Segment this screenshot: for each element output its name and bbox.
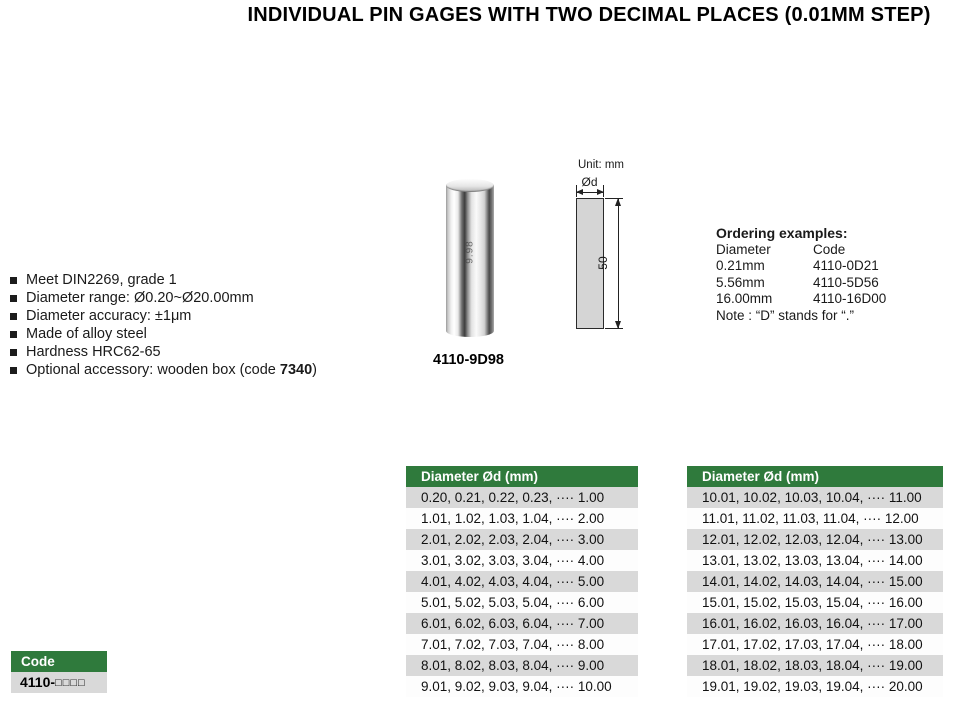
code-prefix: 4110- bbox=[20, 674, 56, 690]
feature-item bbox=[8, 325, 317, 343]
bullet-square-icon bbox=[10, 331, 17, 338]
ordering-row bbox=[716, 291, 886, 308]
feature-item bbox=[8, 361, 317, 379]
ordering-diameter: 5.56mm bbox=[716, 274, 765, 290]
model-number-label: 4110-9D98 bbox=[433, 352, 504, 368]
table-row: 4.01, 4.02, 4.03, 4.04, ···· 5.00 bbox=[406, 571, 638, 592]
ordering-code: 4110-0D21 bbox=[813, 258, 879, 273]
dim-arrow-right-icon bbox=[597, 189, 604, 195]
bullet-square-icon bbox=[10, 295, 17, 302]
length-dim-label: 50 bbox=[596, 256, 610, 270]
feature-item bbox=[8, 343, 317, 361]
diameter-dim-label: Ød bbox=[581, 175, 598, 189]
ordering-code: 4110-5D56 bbox=[813, 274, 879, 290]
ordering-note: Note : “D” stands for “.” bbox=[716, 307, 855, 323]
code-box bbox=[11, 651, 107, 693]
feature-text: Made of alloy steel bbox=[26, 326, 147, 342]
table-header: Diameter Ød (mm) bbox=[406, 466, 638, 487]
feature-text: Hardness HRC62-65 bbox=[26, 344, 161, 360]
feature-text: Meet DIN2269, grade 1 bbox=[26, 272, 177, 288]
table-row: 7.01, 7.02, 7.03, 7.04, ···· 8.00 bbox=[406, 634, 638, 655]
feature-text: Optional accessory: wooden box (code 7340) bbox=[26, 362, 318, 378]
diameter-table-1 bbox=[406, 466, 638, 697]
table-row: 17.01, 17.02, 17.03, 17.04, ···· 18.00 bbox=[687, 634, 943, 655]
table-row: 12.01, 12.02, 12.03, 12.04, ···· 13.00 bbox=[687, 529, 943, 550]
bullet-square-icon bbox=[10, 367, 17, 374]
bullet-square-icon bbox=[10, 349, 17, 356]
ordering-col-header-code: Code bbox=[813, 241, 846, 257]
table-row: 19.01, 19.02, 19.03, 19.04, ···· 20.00 bbox=[687, 676, 943, 697]
table-row: 10.01, 10.02, 10.03, 10.04, ···· 11.00 bbox=[687, 487, 943, 508]
table-row: 8.01, 8.02, 8.03, 8.04, ···· 9.00 bbox=[406, 655, 638, 676]
length-dim-line bbox=[618, 199, 619, 329]
diameter-table-2 bbox=[687, 466, 943, 697]
pin-body bbox=[446, 185, 494, 337]
code-box-header: Code bbox=[11, 651, 107, 672]
accessory-code: 7340 bbox=[279, 362, 313, 378]
code-placeholder-boxes: □□□□ bbox=[55, 677, 86, 689]
table-row: 11.01, 11.02, 11.03, 11.04, ···· 12.00 bbox=[687, 508, 943, 529]
table-row: 3.01, 3.02, 3.03, 3.04, ···· 4.00 bbox=[406, 550, 638, 571]
table-row: 18.01, 18.02, 18.03, 18.04, ···· 19.00 bbox=[687, 655, 943, 676]
ordering-heading: Ordering examples: bbox=[716, 225, 848, 241]
ordering-examples bbox=[716, 225, 886, 324]
page-title: INDIVIDUAL PIN GAGES WITH TWO DECIMAL PLACES (0.01MM STEP) bbox=[247, 4, 931, 26]
bullet-square-icon bbox=[10, 277, 17, 284]
table-row: 15.01, 15.02, 15.03, 15.04, ···· 16.00 bbox=[687, 592, 943, 613]
table-row: 14.01, 14.02, 14.03, 14.04, ···· 15.00 bbox=[687, 571, 943, 592]
table-row: 1.01, 1.02, 1.03, 1.04, ···· 2.00 bbox=[406, 508, 638, 529]
pin-cap bbox=[446, 179, 494, 192]
table-header: Diameter Ød (mm) bbox=[687, 466, 943, 487]
table-row: 13.01, 13.02, 13.03, 13.04, ···· 14.00 bbox=[687, 550, 943, 571]
ordering-diameter: 16.00mm bbox=[716, 291, 773, 306]
table-row: 2.01, 2.02, 2.03, 2.04, ···· 3.00 bbox=[406, 529, 638, 550]
table-row: 16.01, 16.02, 16.03, 16.04, ···· 17.00 bbox=[687, 613, 943, 634]
table-row: 5.01, 5.02, 5.03, 5.04, ···· 6.00 bbox=[406, 592, 638, 613]
features-list bbox=[8, 271, 317, 379]
ordering-header-row bbox=[716, 242, 886, 259]
ordering-code: 4110-16D00 bbox=[813, 291, 887, 306]
feature-text: Diameter range: Ø0.20~Ø20.00mm bbox=[26, 290, 254, 306]
dim-arrow-up-icon bbox=[615, 198, 621, 206]
unit-label: Unit: mm bbox=[578, 159, 624, 171]
feature-item bbox=[8, 289, 317, 307]
dim-arrow-left-icon bbox=[576, 189, 583, 195]
ordering-row bbox=[716, 275, 886, 292]
pin-marking: 9.98 bbox=[464, 240, 476, 264]
feature-item bbox=[8, 271, 317, 289]
ordering-row bbox=[716, 258, 886, 275]
ordering-col-header-diameter: Diameter bbox=[716, 241, 771, 257]
table-row: 6.01, 6.02, 6.03, 6.04, ···· 7.00 bbox=[406, 613, 638, 634]
dim-arrow-down-icon bbox=[615, 321, 621, 329]
bullet-square-icon bbox=[10, 313, 17, 320]
table-row: 0.20, 0.21, 0.22, 0.23, ···· 1.00 bbox=[406, 487, 638, 508]
pin-gage-photo bbox=[446, 179, 494, 337]
table-row: 9.01, 9.02, 9.03, 9.04, ···· 10.00 bbox=[406, 676, 638, 697]
code-box-value bbox=[11, 672, 107, 693]
feature-text: Diameter accuracy: ±1μm bbox=[26, 308, 192, 324]
ordering-diameter: 0.21mm bbox=[716, 258, 765, 273]
feature-item bbox=[8, 307, 317, 325]
